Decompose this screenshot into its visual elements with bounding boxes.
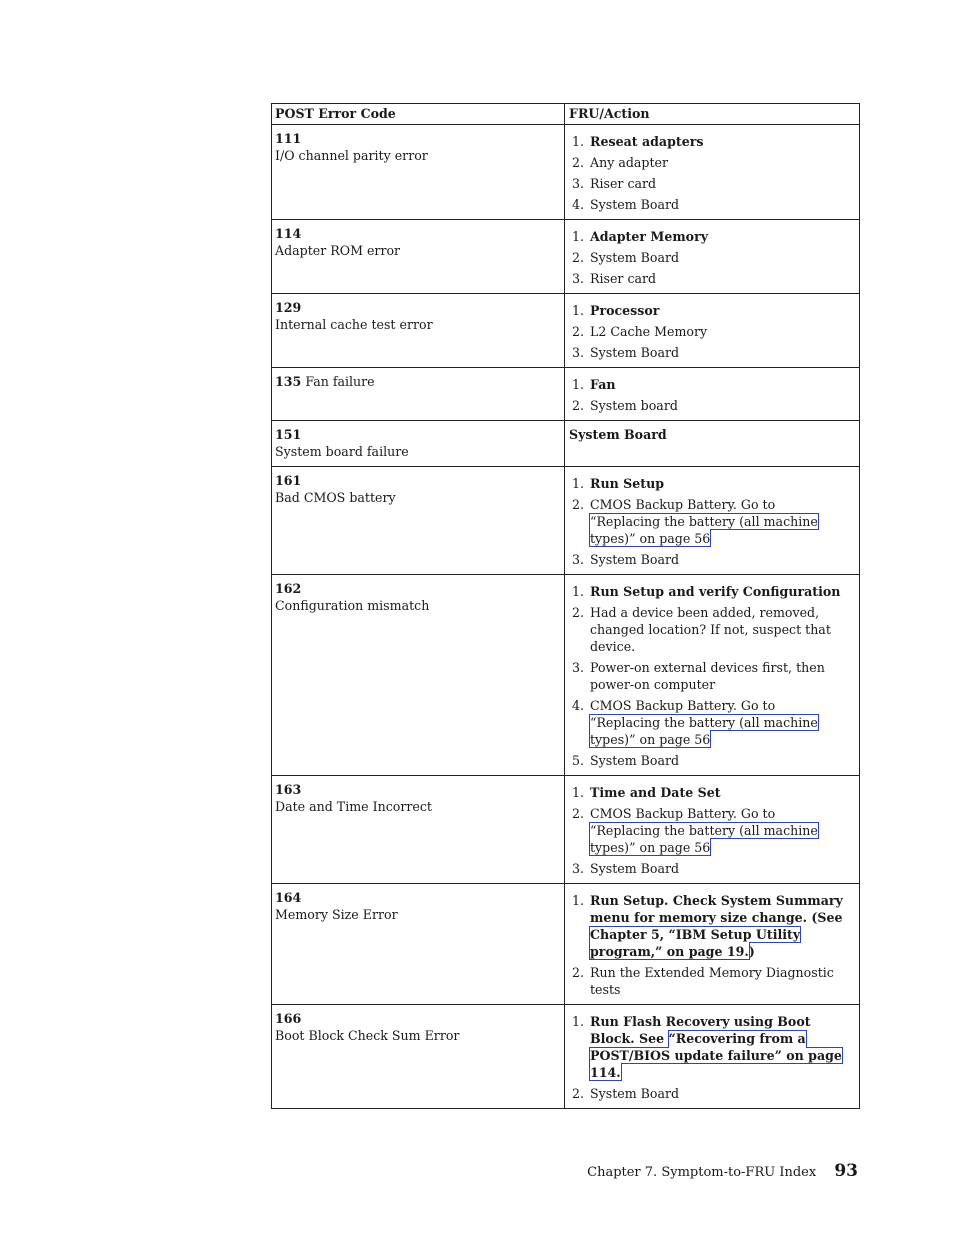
error-description: Bad CMOS battery	[275, 490, 396, 505]
action-list	[568, 475, 853, 568]
action-body	[590, 698, 818, 747]
action-body	[590, 176, 656, 191]
list-number: 1.	[572, 377, 585, 392]
table-row	[272, 575, 860, 776]
table-row	[272, 125, 860, 220]
error-description: Configuration mismatch	[275, 598, 430, 613]
action-text: Run Flash Recovery using Boot Block. See	[590, 1014, 811, 1046]
action-body	[590, 965, 834, 997]
error-description: I/O channel parity error	[275, 148, 428, 163]
action-text: Run Setup	[590, 476, 665, 491]
action-body	[590, 155, 668, 170]
error-description: Adapter ROM error	[275, 243, 401, 258]
list-item	[568, 583, 853, 600]
action-body	[590, 398, 678, 413]
list-number: 2.	[572, 324, 585, 339]
error-description: Boot Block Check Sum Error	[275, 1028, 460, 1043]
list-item	[568, 344, 853, 361]
list-item	[568, 892, 853, 960]
list-item	[568, 697, 853, 748]
action-text: Run Setup. Check System Summary menu for memory size change. (See	[590, 893, 843, 925]
action-text: Riser card	[590, 176, 657, 191]
action-list	[568, 133, 853, 213]
error-description: System board failure	[275, 444, 409, 459]
list-number: 2.	[572, 250, 585, 265]
action-body	[590, 229, 708, 244]
error-description: Memory Size Error	[275, 907, 398, 922]
action-text: Adapter Memory	[590, 229, 709, 244]
action-body	[590, 197, 679, 212]
action-text: System Board	[590, 197, 680, 212]
error-code: 162	[275, 581, 302, 596]
fru-action-cell	[565, 421, 860, 467]
error-description: Internal cache test error	[275, 317, 433, 332]
fru-action-cell	[565, 776, 860, 884]
action-body	[590, 552, 679, 567]
cross-reference-link[interactable]: “Replacing the battery (all machine types)” on page 56	[590, 514, 818, 546]
action-list	[568, 228, 853, 287]
list-item	[568, 154, 853, 171]
list-item	[568, 475, 853, 492]
list-item	[568, 376, 853, 393]
fru-action-cell	[565, 125, 860, 220]
error-code-cell	[272, 1005, 565, 1109]
action-text: System Board	[569, 427, 667, 442]
list-item	[568, 270, 853, 287]
fru-action-cell	[565, 575, 860, 776]
list-number: 4.	[572, 698, 585, 713]
error-code: 114	[275, 226, 302, 241]
list-number: 4.	[572, 197, 585, 212]
error-code: 166	[275, 1011, 302, 1026]
action-list	[568, 1013, 853, 1102]
error-code: 161	[275, 473, 302, 488]
header-post-error-code: POST Error Code	[272, 104, 565, 125]
table-row	[272, 368, 860, 421]
list-item	[568, 196, 853, 213]
error-code: 164	[275, 890, 302, 905]
error-code-cell	[272, 884, 565, 1005]
action-text: System board	[590, 398, 678, 413]
list-number: 1.	[572, 476, 585, 491]
action-text: Power-on external devices first, then power-on computer	[590, 660, 825, 692]
action-text: System Board	[590, 861, 680, 876]
list-number: 1.	[572, 1014, 585, 1029]
list-item	[568, 1085, 853, 1102]
list-number: 2.	[572, 806, 585, 821]
action-body	[590, 584, 840, 599]
list-item	[568, 1013, 853, 1081]
page-footer	[587, 1160, 858, 1184]
list-number: 2.	[572, 605, 585, 620]
list-item	[568, 964, 853, 998]
cross-reference-link[interactable]: “Replacing the battery (all machine types)” on page 56	[590, 715, 818, 747]
table-row	[272, 421, 860, 467]
error-code: 135	[275, 374, 302, 389]
action-body	[590, 785, 721, 800]
action-text: Run Setup and verify Configuration	[590, 584, 841, 599]
cross-reference-link[interactable]: “Replacing the battery (all machine types)” on page 56	[590, 823, 818, 855]
action-text: CMOS Backup Battery. Go to	[590, 698, 776, 713]
fru-action-cell	[565, 220, 860, 294]
list-number: 3.	[572, 345, 585, 360]
list-number: 2.	[572, 155, 585, 170]
list-number: 1.	[572, 785, 585, 800]
list-number: 3.	[572, 861, 585, 876]
list-item	[568, 496, 853, 547]
action-body	[590, 377, 616, 392]
error-code-cell	[272, 467, 565, 575]
list-number: 1.	[572, 584, 585, 599]
action-body	[590, 476, 664, 491]
error-code-cell	[272, 125, 565, 220]
action-body	[590, 893, 843, 959]
list-number: 2.	[572, 497, 585, 512]
table-row	[272, 884, 860, 1005]
table-header-row	[272, 104, 860, 125]
action-text: Time and Date Set	[590, 785, 721, 800]
action-text: CMOS Backup Battery. Go to	[590, 806, 776, 821]
action-text-after: )	[748, 944, 755, 959]
list-item	[568, 604, 853, 655]
action-body	[590, 303, 659, 318]
action-list	[568, 302, 853, 361]
page-number: 93	[834, 1161, 858, 1181]
error-code-cell	[272, 421, 565, 467]
list-item	[568, 860, 853, 877]
action-text: Reseat adapters	[590, 134, 704, 149]
list-item	[568, 805, 853, 856]
error-code: 129	[275, 300, 302, 315]
action-text: Any adapter	[590, 155, 668, 170]
error-code-cell	[272, 294, 565, 368]
list-item	[568, 659, 853, 693]
list-item	[568, 551, 853, 568]
list-item	[568, 784, 853, 801]
list-number: 3.	[572, 176, 585, 191]
action-list	[568, 583, 853, 769]
list-item	[568, 397, 853, 414]
list-item	[568, 752, 853, 769]
action-body	[590, 134, 703, 149]
list-item	[568, 302, 853, 319]
fru-action-cell	[565, 1005, 860, 1109]
table-row	[272, 776, 860, 884]
list-item	[568, 175, 853, 192]
action-text: Fan	[590, 377, 616, 392]
action-text: System Board	[590, 552, 680, 567]
list-number: 1.	[572, 893, 585, 908]
action-text: Run the Extended Memory Diagnostic tests	[590, 965, 834, 997]
action-text: Riser card	[590, 271, 657, 286]
action-text: System Board	[590, 250, 680, 265]
action-text: Had a device been added, removed, changed location? If not, suspect that device.	[590, 605, 831, 654]
fru-table	[271, 103, 860, 1109]
error-code-cell	[272, 575, 565, 776]
list-number: 1.	[572, 303, 585, 318]
action-text: CMOS Backup Battery. Go to	[590, 497, 776, 512]
action-body	[590, 861, 679, 876]
list-number: 2.	[572, 965, 585, 980]
table-row	[272, 220, 860, 294]
table-row	[272, 294, 860, 368]
list-item	[568, 249, 853, 266]
cross-reference-link[interactable]: “Recovering from a POST/BIOS update failure” on page 114.	[590, 1031, 842, 1080]
list-number: 3.	[572, 552, 585, 567]
list-number: 1.	[572, 229, 585, 244]
error-code: 163	[275, 782, 302, 797]
list-item	[568, 323, 853, 340]
list-number: 1.	[572, 134, 585, 149]
list-number: 2.	[572, 1086, 585, 1101]
action-body	[590, 250, 679, 265]
action-text: System Board	[590, 753, 680, 768]
list-item	[568, 133, 853, 150]
action-text: L2 Cache Memory	[590, 324, 708, 339]
cross-reference-link[interactable]: Chapter 5, “IBM Setup Utility program,” on page 19.	[590, 927, 801, 959]
action-body	[590, 345, 679, 360]
action-body	[590, 324, 707, 339]
list-item	[568, 228, 853, 245]
error-description: Fan failure	[305, 374, 375, 389]
error-code-cell	[272, 776, 565, 884]
action-body	[590, 605, 831, 654]
table-row	[272, 1005, 860, 1109]
action-text: System Board	[590, 1086, 680, 1101]
action-body	[590, 1086, 679, 1101]
fru-action-cell	[565, 294, 860, 368]
list-number: 3.	[572, 271, 585, 286]
list-number: 2.	[572, 398, 585, 413]
action-body	[590, 497, 818, 546]
table-row	[272, 467, 860, 575]
action-body	[590, 806, 818, 855]
action-body	[590, 753, 679, 768]
action-list	[568, 892, 853, 998]
action-body	[590, 271, 656, 286]
action-body	[590, 660, 825, 692]
list-number: 3.	[572, 660, 585, 675]
header-fru-action: FRU/Action	[565, 104, 860, 125]
error-code: 151	[275, 427, 302, 442]
list-number: 5.	[572, 753, 585, 768]
error-code-cell	[272, 220, 565, 294]
action-text: System Board	[590, 345, 680, 360]
error-code: 111	[275, 131, 302, 146]
error-code-cell	[272, 368, 565, 421]
action-list	[568, 376, 853, 414]
fru-action-cell	[565, 884, 860, 1005]
error-description: Date and Time Incorrect	[275, 799, 432, 814]
action-body	[590, 1014, 842, 1080]
fru-action-cell	[565, 368, 860, 421]
fru-action-cell	[565, 467, 860, 575]
chapter-title: Chapter 7. Symptom-to-FRU Index	[587, 1165, 817, 1180]
action-text: Processor	[590, 303, 660, 318]
action-list	[568, 784, 853, 877]
